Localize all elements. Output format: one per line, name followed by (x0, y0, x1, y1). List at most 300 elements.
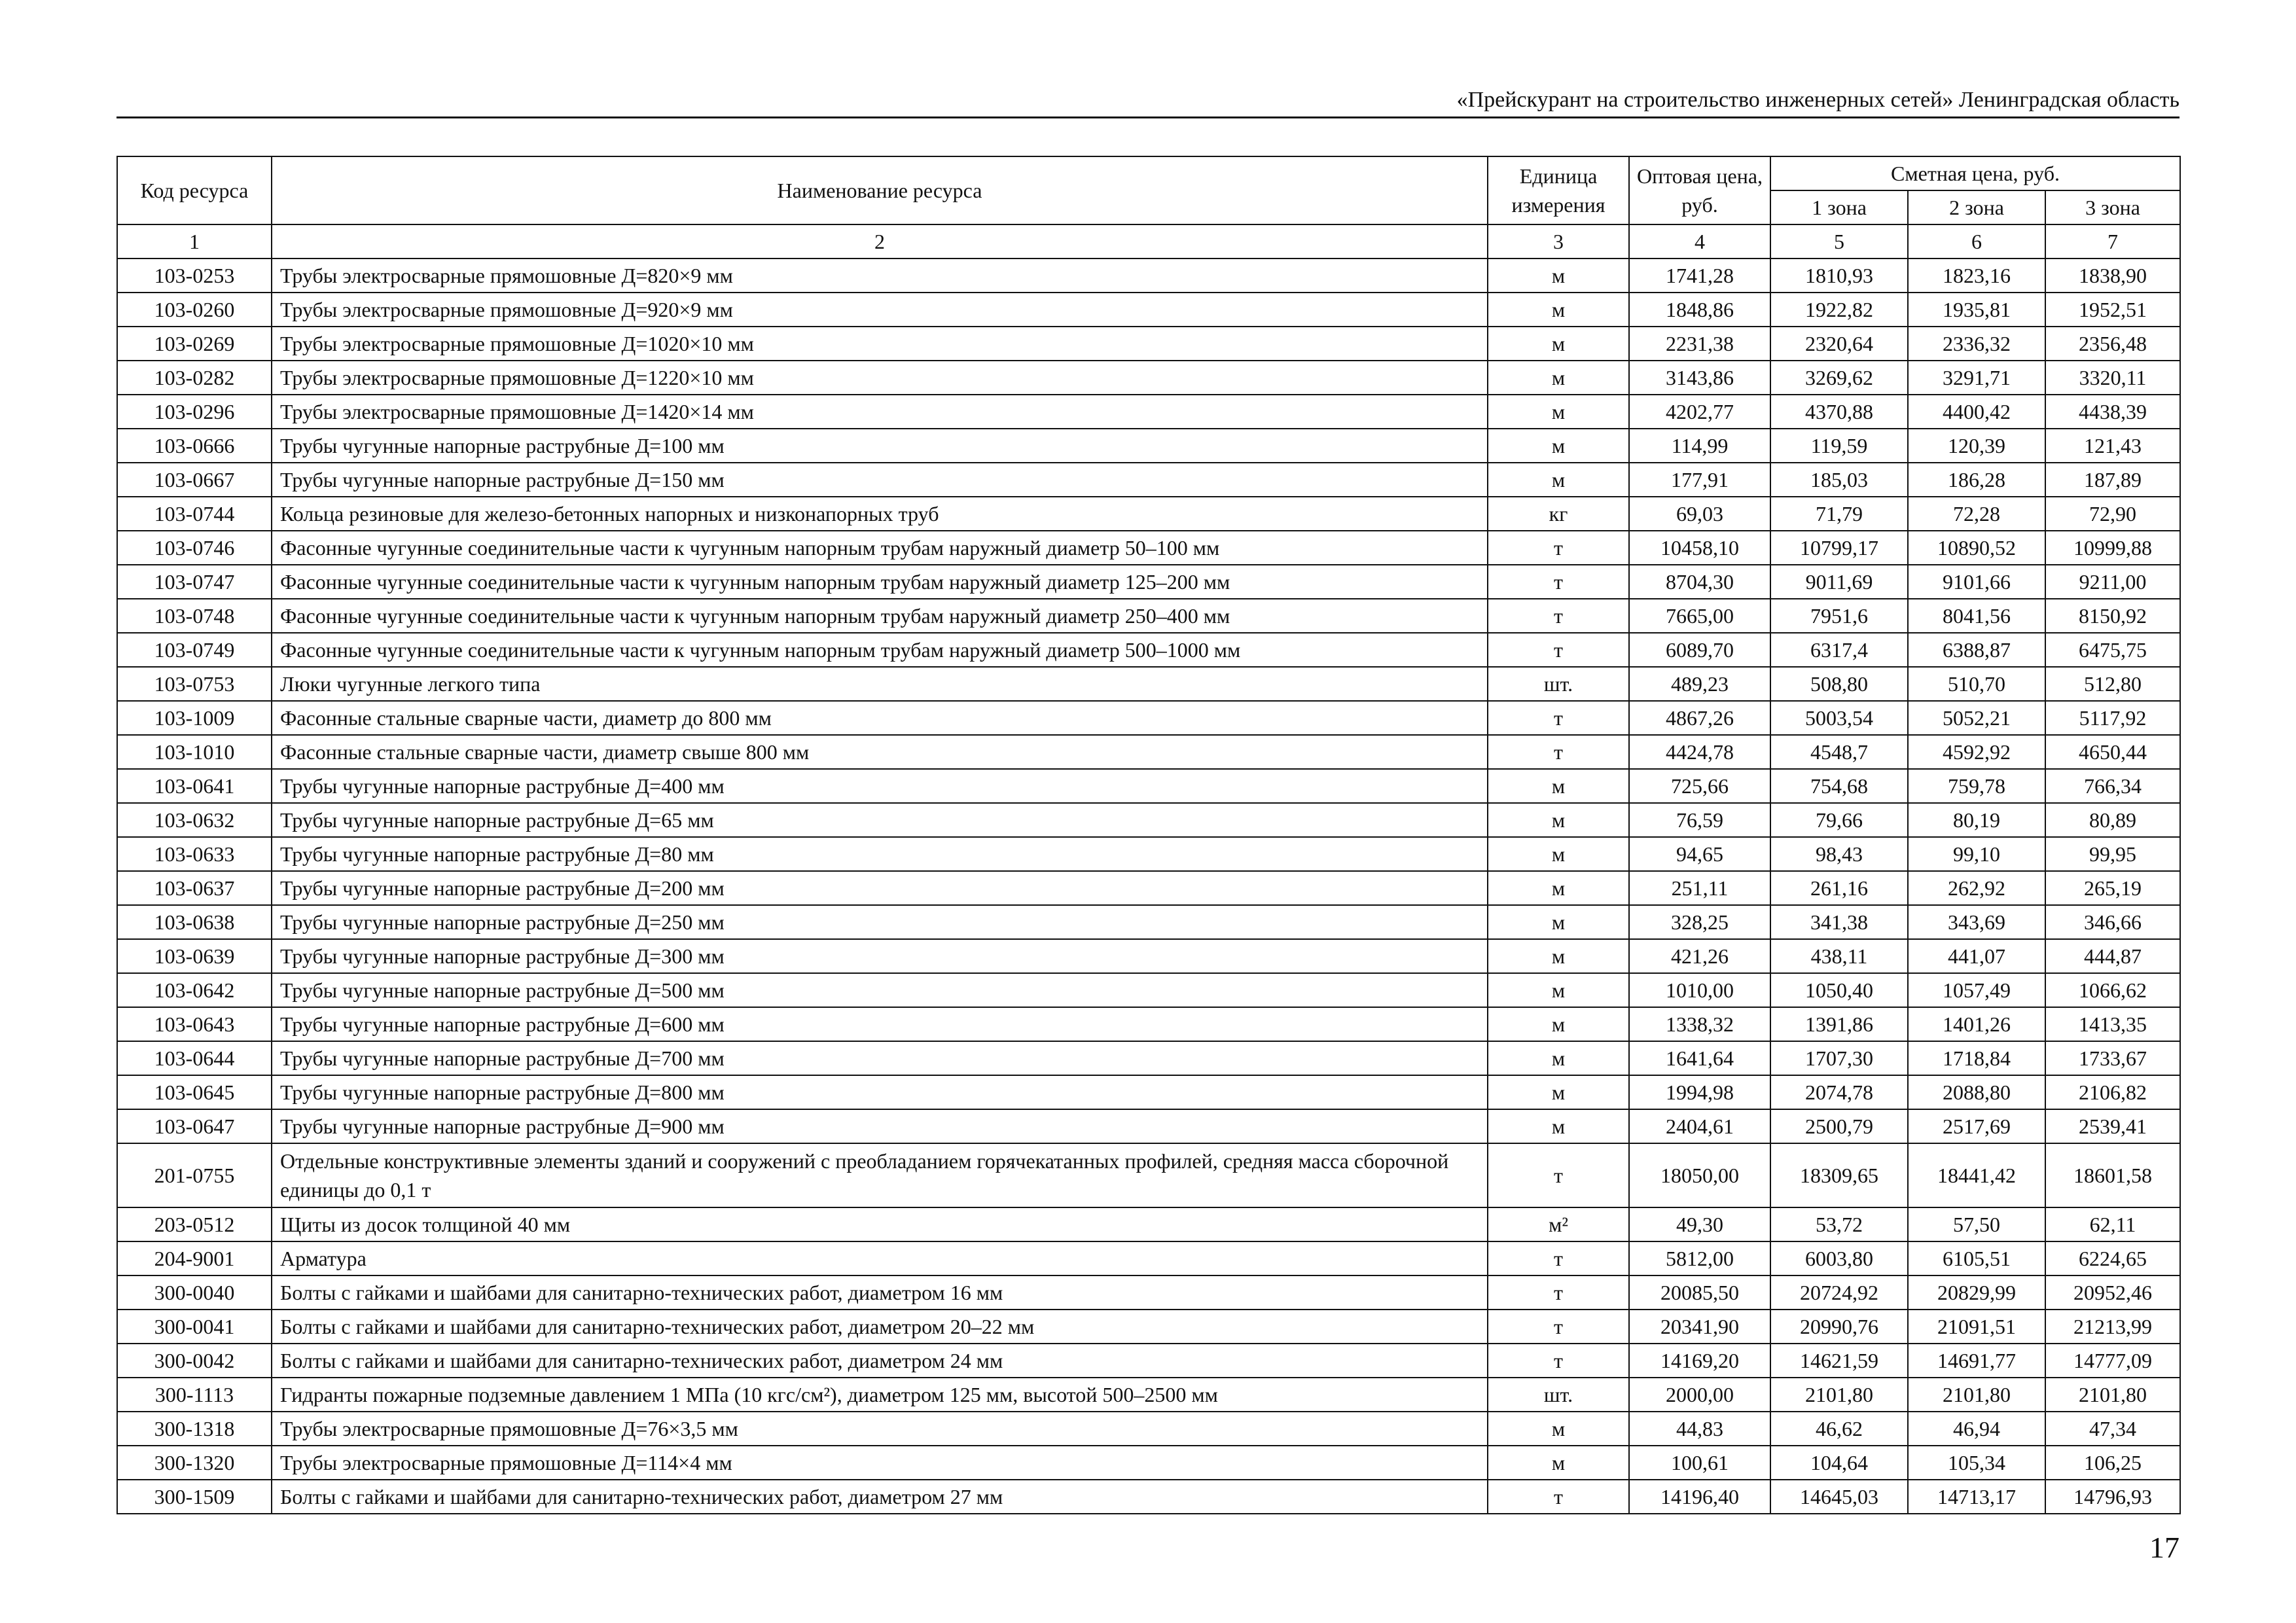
zone-2-price: 1935,81 (1908, 293, 2045, 327)
zone-2-price: 105,34 (1908, 1446, 2045, 1480)
wholesale-price: 421,26 (1629, 939, 1770, 973)
table-row (117, 1143, 2180, 1207)
zone-2-price: 441,07 (1908, 939, 2045, 973)
zone-2-price: 9101,66 (1908, 565, 2045, 599)
header-row-top (117, 156, 2180, 190)
table-row (117, 293, 2180, 327)
unit: т (1488, 599, 1629, 633)
resource-code: 103-1009 (117, 701, 272, 735)
wholesale-price: 1741,28 (1629, 259, 1770, 293)
unit: м (1488, 1007, 1629, 1041)
zone-1-price: 4548,7 (1770, 735, 1908, 769)
unit: м (1488, 1075, 1629, 1109)
unit: м (1488, 429, 1629, 463)
zone-2-price: 72,28 (1908, 497, 2045, 531)
zone-1-price: 438,11 (1770, 939, 1908, 973)
unit: м (1488, 769, 1629, 803)
table-row (117, 939, 2180, 973)
wholesale-price: 251,11 (1629, 871, 1770, 905)
zone-3-price: 2356,48 (2045, 327, 2180, 361)
column-number: 1 (117, 224, 272, 259)
unit: т (1488, 633, 1629, 667)
resource-code: 103-0637 (117, 871, 272, 905)
zone-1-price: 2320,64 (1770, 327, 1908, 361)
resource-name: Трубы электросварные прямошовные Д=1220×10 мм (272, 361, 1488, 395)
unit: м (1488, 837, 1629, 871)
resource-code: 201-0755 (117, 1143, 272, 1207)
zone-3-price: 80,89 (2045, 803, 2180, 837)
unit: м (1488, 327, 1629, 361)
zone-3-price: 766,34 (2045, 769, 2180, 803)
zone-1-price: 185,03 (1770, 463, 1908, 497)
resource-code: 103-0638 (117, 905, 272, 939)
resource-code: 103-0647 (117, 1109, 272, 1143)
unit: т (1488, 1275, 1629, 1310)
resource-code: 103-0642 (117, 973, 272, 1007)
table-row (117, 463, 2180, 497)
zone-2-price: 759,78 (1908, 769, 2045, 803)
zone-2-price: 4400,42 (1908, 395, 2045, 429)
zone-2-price: 1718,84 (1908, 1041, 2045, 1075)
wholesale-price: 1010,00 (1629, 973, 1770, 1007)
resource-code: 103-0749 (117, 633, 272, 667)
resource-name: Трубы чугунные напорные раструбные Д=800 мм (272, 1075, 1488, 1109)
zone-1-price: 5003,54 (1770, 701, 1908, 735)
column-number: 2 (272, 224, 1488, 259)
wholesale-price: 14196,40 (1629, 1480, 1770, 1514)
zone-3-price: 20952,46 (2045, 1275, 2180, 1310)
resource-code: 103-0753 (117, 667, 272, 701)
unit: т (1488, 735, 1629, 769)
resource-name: Люки чугунные легкого типа (272, 667, 1488, 701)
zone-1-price: 754,68 (1770, 769, 1908, 803)
unit: м (1488, 293, 1629, 327)
unit: м (1488, 905, 1629, 939)
table-row (117, 599, 2180, 633)
zone-2-price: 1401,26 (1908, 1007, 2045, 1041)
unit: т (1488, 1143, 1629, 1207)
unit: т (1488, 531, 1629, 565)
resource-code: 103-0748 (117, 599, 272, 633)
table-row (117, 497, 2180, 531)
table-row (117, 871, 2180, 905)
zone-2-price: 3291,71 (1908, 361, 2045, 395)
zone-1-price: 6317,4 (1770, 633, 1908, 667)
unit: м (1488, 871, 1629, 905)
resource-code: 103-0633 (117, 837, 272, 871)
zone-1-price: 53,72 (1770, 1207, 1908, 1241)
zone-3-price: 6475,75 (2045, 633, 2180, 667)
resource-name: Трубы чугунные напорные раструбные Д=250 мм (272, 905, 1488, 939)
resource-name: Болты с гайками и шайбами для санитарно-технических работ, диаметром 16 мм (272, 1275, 1488, 1310)
unit: м² (1488, 1207, 1629, 1241)
zone-1-price: 119,59 (1770, 429, 1908, 463)
resource-code: 203-0512 (117, 1207, 272, 1241)
zone-3-price: 9211,00 (2045, 565, 2180, 599)
resource-code: 300-1318 (117, 1412, 272, 1446)
column-number: 3 (1488, 224, 1629, 259)
price-table-body (117, 224, 2180, 1514)
unit: т (1488, 1480, 1629, 1514)
zone-3-price: 72,90 (2045, 497, 2180, 531)
zone-3-price: 10999,88 (2045, 531, 2180, 565)
wholesale-price: 44,83 (1629, 1412, 1770, 1446)
zone-2-price: 2088,80 (1908, 1075, 2045, 1109)
resource-name: Фасонные стальные сварные части, диаметр свыше 800 мм (272, 735, 1488, 769)
zone-2-price: 6105,51 (1908, 1241, 2045, 1275)
zone-1-price: 3269,62 (1770, 361, 1908, 395)
table-row (117, 565, 2180, 599)
zone-1-price: 14645,03 (1770, 1480, 1908, 1514)
column-number: 5 (1770, 224, 1908, 259)
zone-2-price: 21091,51 (1908, 1310, 2045, 1344)
header-wholesale-price: Оптовая цена, руб. (1629, 156, 1770, 224)
zone-2-price: 120,39 (1908, 429, 2045, 463)
resource-code: 300-0041 (117, 1310, 272, 1344)
zone-1-price: 20990,76 (1770, 1310, 1908, 1344)
zone-3-price: 18601,58 (2045, 1143, 2180, 1207)
wholesale-price: 1848,86 (1629, 293, 1770, 327)
unit: м (1488, 259, 1629, 293)
resource-code: 103-0744 (117, 497, 272, 531)
table-row (117, 1446, 2180, 1480)
zone-1-price: 71,79 (1770, 497, 1908, 531)
zone-3-price: 2106,82 (2045, 1075, 2180, 1109)
wholesale-price: 725,66 (1629, 769, 1770, 803)
wholesale-price: 2000,00 (1629, 1378, 1770, 1412)
zone-2-price: 4592,92 (1908, 735, 2045, 769)
resource-code: 300-1509 (117, 1480, 272, 1514)
zone-2-price: 10890,52 (1908, 531, 2045, 565)
zone-2-price: 2517,69 (1908, 1109, 2045, 1143)
unit: м (1488, 1109, 1629, 1143)
resource-code: 103-0666 (117, 429, 272, 463)
price-table-head (117, 156, 2180, 224)
resource-code: 103-0253 (117, 259, 272, 293)
zone-2-price: 186,28 (1908, 463, 2045, 497)
header-unit: Единица измерения (1488, 156, 1629, 224)
table-row (117, 1109, 2180, 1143)
resource-name: Трубы чугунные напорные раструбные Д=65 мм (272, 803, 1488, 837)
wholesale-price: 4202,77 (1629, 395, 1770, 429)
resource-code: 103-0643 (117, 1007, 272, 1041)
zone-1-price: 341,38 (1770, 905, 1908, 939)
header-estimate-price: Сметная цена, руб. (1770, 156, 2180, 190)
zone-3-price: 21213,99 (2045, 1310, 2180, 1344)
resource-code: 103-0667 (117, 463, 272, 497)
zone-1-price: 1707,30 (1770, 1041, 1908, 1075)
header-code: Код ресурса (117, 156, 272, 224)
page-number: 17 (2149, 1531, 2179, 1564)
zone-2-price: 99,10 (1908, 837, 2045, 871)
zone-3-price: 1066,62 (2045, 973, 2180, 1007)
zone-2-price: 510,70 (1908, 667, 2045, 701)
unit: шт. (1488, 1378, 1629, 1412)
zone-2-price: 18441,42 (1908, 1143, 2045, 1207)
document-header-title: «Прейскурант на строительство инженерных сетей» Ленинградская область (1456, 88, 2179, 112)
resource-name: Арматура (272, 1241, 1488, 1275)
zone-1-price: 2500,79 (1770, 1109, 1908, 1143)
resource-name: Болты с гайками и шайбами для санитарно-технических работ, диаметром 20–22 мм (272, 1310, 1488, 1344)
column-number: 7 (2045, 224, 2180, 259)
resource-name: Фасонные чугунные соединительные части к чугунным напорным трубам наружный диаметр 50–100 мм (272, 531, 1488, 565)
table-row (117, 905, 2180, 939)
zone-3-price: 106,25 (2045, 1446, 2180, 1480)
resource-name: Трубы электросварные прямошовные Д=820×9 мм (272, 259, 1488, 293)
zone-1-price: 46,62 (1770, 1412, 1908, 1446)
zone-1-price: 2101,80 (1770, 1378, 1908, 1412)
zone-1-price: 7951,6 (1770, 599, 1908, 633)
unit: т (1488, 701, 1629, 735)
resource-code: 103-0641 (117, 769, 272, 803)
resource-name: Трубы чугунные напорные раструбные Д=100 мм (272, 429, 1488, 463)
zone-2-price: 46,94 (1908, 1412, 2045, 1446)
wholesale-price: 4867,26 (1629, 701, 1770, 735)
resource-name: Фасонные стальные сварные части, диаметр до 800 мм (272, 701, 1488, 735)
zone-2-price: 20829,99 (1908, 1275, 2045, 1310)
resource-code: 103-0639 (117, 939, 272, 973)
resource-code: 300-0040 (117, 1275, 272, 1310)
wholesale-price: 49,30 (1629, 1207, 1770, 1241)
wholesale-price: 2404,61 (1629, 1109, 1770, 1143)
wholesale-price: 8704,30 (1629, 565, 1770, 599)
table-row (117, 429, 2180, 463)
unit: м (1488, 395, 1629, 429)
wholesale-price: 69,03 (1629, 497, 1770, 531)
wholesale-price: 177,91 (1629, 463, 1770, 497)
resource-name: Трубы электросварные прямошовные Д=920×9 мм (272, 293, 1488, 327)
wholesale-price: 328,25 (1629, 905, 1770, 939)
zone-2-price: 80,19 (1908, 803, 2045, 837)
wholesale-price: 76,59 (1629, 803, 1770, 837)
zone-3-price: 5117,92 (2045, 701, 2180, 735)
wholesale-price: 6089,70 (1629, 633, 1770, 667)
resource-name: Трубы чугунные напорные раструбные Д=80 мм (272, 837, 1488, 871)
wholesale-price: 2231,38 (1629, 327, 1770, 361)
zone-3-price: 62,11 (2045, 1207, 2180, 1241)
table-row (117, 1041, 2180, 1075)
resource-code: 300-1320 (117, 1446, 272, 1480)
zone-3-price: 14777,09 (2045, 1344, 2180, 1378)
resource-name: Трубы электросварные прямошовные Д=1420×14 мм (272, 395, 1488, 429)
resource-name: Фасонные чугунные соединительные части к чугунным напорным трубам наружный диаметр 125–200 мм (272, 565, 1488, 599)
table-row (117, 1412, 2180, 1446)
zone-3-price: 1733,67 (2045, 1041, 2180, 1075)
resource-name: Фасонные чугунные соединительные части к чугунным напорным трубам наружный диаметр 500–1000 мм (272, 633, 1488, 667)
zone-1-price: 98,43 (1770, 837, 1908, 871)
zone-3-price: 444,87 (2045, 939, 2180, 973)
resource-code: 103-0747 (117, 565, 272, 599)
resource-name: Фасонные чугунные соединительные части к чугунным напорным трубам наружный диаметр 250–400 мм (272, 599, 1488, 633)
zone-2-price: 2336,32 (1908, 327, 2045, 361)
zone-1-price: 1050,40 (1770, 973, 1908, 1007)
resource-name: Кольца резиновые для железо-бетонных напорных и низконапорных труб (272, 497, 1488, 531)
resource-name: Трубы чугунные напорные раструбные Д=900 мм (272, 1109, 1488, 1143)
zone-3-price: 2101,80 (2045, 1378, 2180, 1412)
table-row (117, 531, 2180, 565)
unit: шт. (1488, 667, 1629, 701)
zone-3-price: 4650,44 (2045, 735, 2180, 769)
unit: т (1488, 565, 1629, 599)
zone-3-price: 4438,39 (2045, 395, 2180, 429)
table-row (117, 803, 2180, 837)
wholesale-price: 20085,50 (1629, 1275, 1770, 1310)
resource-name: Трубы чугунные напорные раструбные Д=150 мм (272, 463, 1488, 497)
table-row (117, 361, 2180, 395)
zone-2-price: 5052,21 (1908, 701, 2045, 735)
zone-1-price: 14621,59 (1770, 1344, 1908, 1378)
header-divider (117, 116, 2179, 118)
wholesale-price: 100,61 (1629, 1446, 1770, 1480)
wholesale-price: 1994,98 (1629, 1075, 1770, 1109)
unit: т (1488, 1241, 1629, 1275)
wholesale-price: 1338,32 (1629, 1007, 1770, 1041)
zone-2-price: 1057,49 (1908, 973, 2045, 1007)
table-row (117, 1007, 2180, 1041)
zone-3-price: 512,80 (2045, 667, 2180, 701)
wholesale-price: 14169,20 (1629, 1344, 1770, 1378)
zone-2-price: 1823,16 (1908, 259, 2045, 293)
zone-3-price: 265,19 (2045, 871, 2180, 905)
zone-1-price: 1922,82 (1770, 293, 1908, 327)
resource-code: 204-9001 (117, 1241, 272, 1275)
resource-code: 103-0260 (117, 293, 272, 327)
resource-code: 103-0644 (117, 1041, 272, 1075)
zone-1-price: 9011,69 (1770, 565, 1908, 599)
zone-2-price: 8041,56 (1908, 599, 2045, 633)
table-row (117, 1480, 2180, 1514)
zone-3-price: 187,89 (2045, 463, 2180, 497)
resource-name: Трубы чугунные напорные раструбные Д=600 мм (272, 1007, 1488, 1041)
resource-name: Отдельные конструктивные элементы зданий и сооружений с преобладанием горячекатанных профилей, средняя масса сборочной единицы до 0,1 т (272, 1143, 1488, 1207)
zone-3-price: 3320,11 (2045, 361, 2180, 395)
table-row (117, 1378, 2180, 1412)
zone-1-price: 1391,86 (1770, 1007, 1908, 1041)
wholesale-price: 7665,00 (1629, 599, 1770, 633)
zone-2-price: 343,69 (1908, 905, 2045, 939)
table-row (117, 259, 2180, 293)
zone-1-price: 10799,17 (1770, 531, 1908, 565)
table-row (117, 735, 2180, 769)
zone-3-price: 1838,90 (2045, 259, 2180, 293)
wholesale-price: 10458,10 (1629, 531, 1770, 565)
zone-1-price: 6003,80 (1770, 1241, 1908, 1275)
unit: м (1488, 1446, 1629, 1480)
wholesale-price: 94,65 (1629, 837, 1770, 871)
resource-name: Болты с гайками и шайбами для санитарно-технических работ, диаметром 24 мм (272, 1344, 1488, 1378)
zone-2-price: 14713,17 (1908, 1480, 2045, 1514)
zone-1-price: 104,64 (1770, 1446, 1908, 1480)
table-row (117, 837, 2180, 871)
zone-3-price: 47,34 (2045, 1412, 2180, 1446)
table-row (117, 1241, 2180, 1275)
resource-name: Трубы электросварные прямошовные Д=114×4 мм (272, 1446, 1488, 1480)
zone-1-price: 18309,65 (1770, 1143, 1908, 1207)
zone-1-price: 79,66 (1770, 803, 1908, 837)
resource-code: 103-0296 (117, 395, 272, 429)
column-number: 6 (1908, 224, 2045, 259)
unit: м (1488, 463, 1629, 497)
table-row (117, 1344, 2180, 1378)
zone-2-price: 14691,77 (1908, 1344, 2045, 1378)
zone-3-price: 346,66 (2045, 905, 2180, 939)
zone-1-price: 1810,93 (1770, 259, 1908, 293)
zone-3-price: 99,95 (2045, 837, 2180, 871)
unit: т (1488, 1344, 1629, 1378)
unit: м (1488, 1041, 1629, 1075)
unit: м (1488, 973, 1629, 1007)
unit: кг (1488, 497, 1629, 531)
resource-code: 103-0645 (117, 1075, 272, 1109)
price-table (117, 156, 2181, 1514)
zone-3-price: 121,43 (2045, 429, 2180, 463)
resource-code: 103-1010 (117, 735, 272, 769)
zone-2-price: 57,50 (1908, 1207, 2045, 1241)
header-zone-3: 3 зона (2045, 190, 2180, 224)
zone-3-price: 6224,65 (2045, 1241, 2180, 1275)
wholesale-price: 20341,90 (1629, 1310, 1770, 1344)
table-row (117, 701, 2180, 735)
resource-name: Щиты из досок толщиной 40 мм (272, 1207, 1488, 1241)
resource-code: 300-0042 (117, 1344, 272, 1378)
header-name: Наименование ресурса (272, 156, 1488, 224)
resource-name: Трубы электросварные прямошовные Д=1020×10 мм (272, 327, 1488, 361)
wholesale-price: 5812,00 (1629, 1241, 1770, 1275)
resource-code: 300-1113 (117, 1378, 272, 1412)
table-row (117, 633, 2180, 667)
zone-1-price: 508,80 (1770, 667, 1908, 701)
table-row (117, 1310, 2180, 1344)
column-number: 4 (1629, 224, 1770, 259)
resource-name: Трубы чугунные напорные раструбные Д=200 мм (272, 871, 1488, 905)
zone-1-price: 4370,88 (1770, 395, 1908, 429)
zone-2-price: 6388,87 (1908, 633, 2045, 667)
resource-code: 103-0269 (117, 327, 272, 361)
unit: м (1488, 803, 1629, 837)
zone-1-price: 261,16 (1770, 871, 1908, 905)
wholesale-price: 1641,64 (1629, 1041, 1770, 1075)
zone-3-price: 2539,41 (2045, 1109, 2180, 1143)
table-row (117, 973, 2180, 1007)
unit: м (1488, 1412, 1629, 1446)
zone-1-price: 2074,78 (1770, 1075, 1908, 1109)
zone-1-price: 20724,92 (1770, 1275, 1908, 1310)
zone-3-price: 14796,93 (2045, 1480, 2180, 1514)
resource-name: Трубы электросварные прямошовные Д=76×3,5 мм (272, 1412, 1488, 1446)
zone-3-price: 8150,92 (2045, 599, 2180, 633)
resource-name: Трубы чугунные напорные раструбные Д=700 мм (272, 1041, 1488, 1075)
unit: т (1488, 1310, 1629, 1344)
wholesale-price: 4424,78 (1629, 735, 1770, 769)
zone-2-price: 2101,80 (1908, 1378, 2045, 1412)
resource-code: 103-0282 (117, 361, 272, 395)
unit: м (1488, 939, 1629, 973)
resource-name: Гидранты пожарные подземные давлением 1 МПа (10 кгс/см²), диаметром 125 мм, высотой 500–2500 мм (272, 1378, 1488, 1412)
table-row (117, 1275, 2180, 1310)
table-row (117, 1075, 2180, 1109)
wholesale-price: 114,99 (1629, 429, 1770, 463)
wholesale-price: 18050,00 (1629, 1143, 1770, 1207)
wholesale-price: 489,23 (1629, 667, 1770, 701)
table-row (117, 667, 2180, 701)
header-zone-1: 1 зона (1770, 190, 1908, 224)
zone-3-price: 1413,35 (2045, 1007, 2180, 1041)
resource-name: Трубы чугунные напорные раструбные Д=400 мм (272, 769, 1488, 803)
table-row (117, 327, 2180, 361)
resource-code: 103-0746 (117, 531, 272, 565)
table-row (117, 1207, 2180, 1241)
unit: м (1488, 361, 1629, 395)
